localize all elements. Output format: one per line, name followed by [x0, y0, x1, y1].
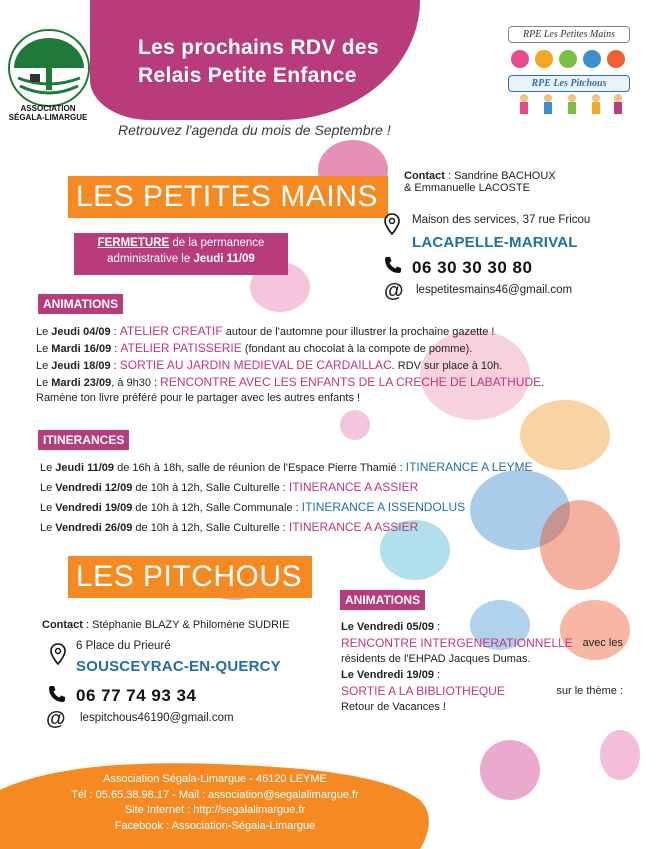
animation-prefix: Le	[36, 360, 52, 372]
footer-phone-mail: Tél : 05.65.38.98.17 - Mail : association@segalalimargue.fr	[71, 788, 359, 801]
anim1-colon: :	[433, 621, 441, 633]
anim1-day: Le Vendredi 05/09	[341, 621, 434, 633]
animation-sep: :	[110, 360, 120, 372]
animation-detail: .	[541, 377, 545, 389]
animations-note: Ramène ton livre préféré pour le partager avec les autres enfants !	[36, 392, 361, 404]
itinerance-item	[40, 500, 532, 514]
animations-list	[36, 324, 544, 404]
page-title-line2: Relais Petite Enfance	[138, 64, 357, 87]
pitchous-anim2-event-line	[341, 683, 623, 699]
animation-item	[36, 358, 544, 372]
animation-prefix: Le	[36, 343, 52, 355]
animation-detail: (fondant au chocolat à la compote de pomme).	[241, 343, 473, 355]
itinerance-prefix: Le	[40, 482, 56, 494]
pitchous-anim1-event-line	[341, 635, 623, 651]
animation-detail: . RDV sur place à 10h.	[391, 360, 503, 372]
children-icon	[508, 92, 630, 116]
page-title-line1: Les prochains RDV des	[138, 36, 379, 59]
petites-mains-email: lespetitesmains46@gmail.com	[416, 284, 573, 296]
animation-day: Jeudi 04/09	[51, 326, 111, 338]
animation-prefix: Le	[36, 377, 52, 389]
anim2-detail: sur le thème :	[556, 685, 623, 697]
closure-text-2: administrative le	[107, 253, 194, 265]
closure-text: de la permanence	[169, 237, 265, 249]
itinerances-tag: ITINERANCES	[38, 430, 129, 450]
page-subtitle: Retrouvez l'agenda du mois de Septembre !	[118, 122, 391, 138]
animation-item	[36, 375, 544, 389]
animation-event: ATELIER PATISSERIE	[120, 341, 242, 355]
location-pin-icon	[50, 643, 66, 670]
pitchous-animations-tag: ANIMATIONS	[340, 590, 425, 610]
closure-notice	[74, 233, 288, 275]
phone-icon	[384, 256, 402, 279]
itinerance-prefix: Le	[40, 522, 56, 534]
animation-sep: :	[110, 326, 120, 338]
itinerance-prefix: Le	[40, 462, 56, 474]
email-icon: @	[384, 280, 404, 302]
pitchous-anim1-detail-2: résidents de l'EHPAD Jacques Dumas.	[341, 653, 531, 665]
tree-logo-icon	[8, 28, 90, 108]
logo-caption-line1: ASSOCIATION	[20, 104, 76, 113]
contact-label: Contact	[42, 619, 83, 631]
rpe-logos	[508, 26, 630, 120]
petites-mains-address: Maison des services, 37 rue Fricou	[412, 214, 591, 226]
closure-word: FERMETURE	[97, 237, 170, 249]
itinerance-event: ITINERANCE A LEYME	[405, 460, 533, 474]
animation-detail: autour de l'automne pour illustrer la prochaine gazette !	[222, 326, 495, 338]
itinerance-day: Jeudi 11/09	[55, 462, 115, 474]
pitchous-phone: 06 77 74 93 34	[76, 686, 197, 705]
animation-day: Mardi 16/09	[51, 343, 112, 355]
closure-date: Jeudi 11/09	[193, 253, 255, 265]
contact-names-line1: : Sandrine BACHOUX	[444, 170, 556, 182]
petites-mains-banner: LES PETITES MAINS	[68, 176, 388, 218]
phone-icon	[48, 685, 66, 708]
animation-event: ATELIER CREATIF	[119, 324, 223, 338]
pitchous-anim2-date	[341, 667, 623, 683]
itinerance-day: Vendredi 26/09	[55, 522, 133, 534]
pitchous-anim2-detail-2: Retour de Vacances !	[341, 701, 446, 713]
itinerance-event: ITINERANCE A ASSIER	[288, 520, 419, 534]
itinerance-event: ITINERANCE A ASSIER	[288, 480, 419, 494]
handprints-icon	[508, 45, 630, 73]
itinerance-detail: de 10h à 12h, Salle Communale :	[132, 502, 302, 514]
pitchous-anim1-date	[341, 619, 623, 635]
petites-mains-contact	[404, 170, 556, 194]
rpe-pitchous-label: RPE Les Pitchous	[508, 75, 630, 92]
itinerance-day: Vendredi 19/09	[55, 502, 133, 514]
location-pin-icon	[384, 213, 400, 240]
footer-contact	[40, 772, 390, 834]
anim1-event: RENCONTRE INTERGENERATIONNELLE	[341, 636, 573, 650]
itinerance-prefix: Le	[40, 502, 56, 514]
animation-event: SORTIE AU JARDIN MEDIEVAL DE CARDAILLAC	[119, 358, 392, 372]
itinerance-detail: de 16h à 18h, salle de réunion de l'Espace Pierre Thamié :	[114, 462, 406, 474]
animation-event: RENCONTRE AVEC LES ENFANTS DE LA CRECHE DE LABATHUDE	[160, 375, 542, 389]
itinerance-detail: de 10h à 12h, Salle Culturelle :	[132, 482, 289, 494]
itinerance-event: ITINERANCE A ISSENDOLUS	[301, 500, 466, 514]
animation-item	[36, 341, 544, 355]
pitchous-banner: LES PITCHOUS	[68, 556, 312, 598]
animation-day: Mardi 23/09	[51, 377, 112, 389]
itinerance-item	[40, 460, 532, 474]
rpe-petites-mains-label: RPE Les Petites Mains	[508, 26, 630, 43]
itinerance-detail: de 10h à 12h, Salle Culturelle :	[132, 522, 289, 534]
animation-item	[36, 324, 544, 338]
contact-names: : Stéphanie BLAZY & Philomène SUDRIE	[82, 619, 290, 631]
animation-sep: :	[111, 343, 121, 355]
contact-names-line2: & Emmanuelle LACOSTE	[404, 182, 530, 194]
pitchous-animations	[341, 619, 623, 715]
pitchous-city: SOUSCEYRAC-EN-QUERCY	[76, 658, 281, 675]
animation-day: Jeudi 18/09	[51, 360, 111, 372]
pitchous-address: 6 Place du Prieuré	[76, 640, 171, 652]
itinerance-item	[40, 480, 532, 494]
animations-tag: ANIMATIONS	[38, 294, 123, 314]
pitchous-contact	[42, 619, 289, 631]
contact-label: Contact	[404, 170, 445, 182]
footer-website: Site Internet : http://segalalimargue.fr	[124, 804, 306, 816]
anim1-detail: avec les	[582, 637, 623, 649]
petites-mains-city: LACAPELLE-MARIVAL	[412, 234, 578, 251]
itinerances-list	[40, 460, 532, 534]
logo-caption	[0, 104, 96, 122]
itinerance-item	[40, 520, 532, 534]
anim2-colon: :	[433, 669, 441, 681]
itinerance-day: Vendredi 12/09	[55, 482, 133, 494]
anim2-day: Le Vendredi 19/09	[341, 669, 434, 681]
petites-mains-phone: 06 30 30 30 80	[412, 258, 533, 277]
page-title	[138, 34, 408, 90]
pitchous-email: lespitchous46190@gmail.com	[80, 712, 234, 724]
footer-facebook: Facebook : Association-Ségala-Limargue	[114, 819, 316, 832]
anim2-event: SORTIE A LA BIBLIOTHEQUE	[341, 684, 505, 698]
email-icon: @	[46, 708, 66, 730]
logo-caption-line2: SÉGALA-LIMARGUE	[8, 113, 88, 122]
animation-sep: , à 9h30 :	[111, 377, 161, 389]
animation-prefix: Le	[36, 326, 52, 338]
footer-address: Association Ségala-Limargue - 46120 LEYME	[103, 773, 327, 785]
